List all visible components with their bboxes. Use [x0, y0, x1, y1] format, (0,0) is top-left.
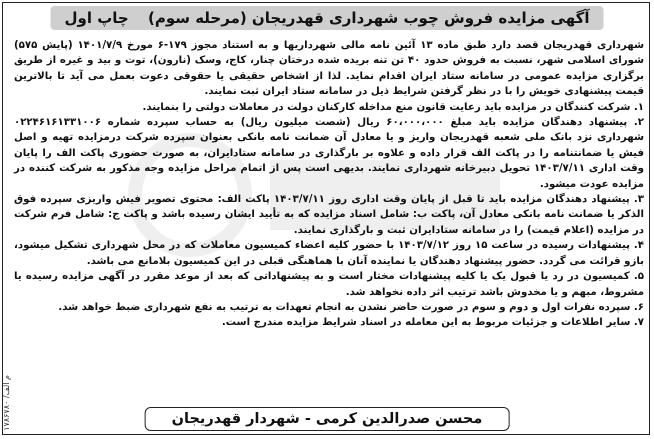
intro-paragraph	[14, 38, 644, 100]
condition-item-6: ۶. سپرده نفرات اول و دوم و سوم در صورت حاضر نشدن به انجام تعهدات به ترتیب به نفع شهرداری ضبط خواهد شد.	[58, 301, 644, 313]
condition-item-2: ۲. پیشنهاد دهندگان مزایده باید مبلغ ۶۰،۰۰۰،۰۰۰ ریال (شصت میلیون ریال) به حساب سپرده شماره ۰۲۲۴۶۱۶۱۳۳۱۰۰۶ شهرداری نزد بانک ملی شعبه قهدریجان واریز و یا معادل آن ضمانت نامه بانکی بعنوان سپرده شرکت درمزایده تهیه و اصل فیش یا ضمانتنامه را در پاکت الف قرار داده و علاوه بر بارگذاری در سامانه ستادایران، به صورت حضوری پاکت الف را پایان وقت اداری ۱۴۰۳/۷/۱۱ تحویل دبیرخانه شهرداری نمایند. بدیهی است پس از اتمام مراحل مزایده وجه مذکور به شرکت کننده در مزایده عودت میشود.	[14, 117, 644, 190]
publication-code: م الف/ ۱۷۸۶۷۸۰	[2, 375, 11, 431]
condition-item-3: ۳. پیشنهاد دهندگان مزایده باید تا قبل از پایان وقت اداری روز ۱۴۰۳/۷/۱۱ پاکت الف: محتوی تصویر فیش واریزی سپرده فوق الذکر یا ضمانت نامه بانکی معادل آن، پاکت ب: شامل اسناد مزایده که به تأیید ایشان رسیده باشد و پاکت ج: شامل فرم شرکت در مزایده (اعلام قیمت) را در سامانه ستادایران ثبت و بارگذاری نمایند.	[14, 194, 644, 236]
intro-lead: شهرداری قهدریجان	[543, 40, 645, 51]
condition-item-7: ۷. سایر اطلاعات و جزئیات مربوط به این معامله در اسناد شرایط مزایده مندرج است.	[221, 317, 644, 329]
signature-text: محسن صدرالدین کرمی - شهردار قهدریجان	[171, 411, 483, 427]
notice-body	[14, 38, 644, 331]
notice-title-text: آگهی مزایده فروش چوب شهرداری قهدریجان (مرحله سوم)	[147, 9, 590, 27]
condition-item-5: ۵. کمیسیون در رد یا قبول یک یا کلیه پیشنهادات مختار است و به پیشنهاداتی که بعد از موعد مقرر در آگهی مزایده رسیده یا مشروط، مبهم و یا مخدوش باشد ترتیب اثر داده نخواهد شد.	[14, 271, 644, 298]
condition-item-1: ۱. شرکت کنندگان در مزایده باید رعایت قانون منع مداخله کارکنان دولت در معاملات دولتی را بنمایند.	[142, 101, 644, 113]
intro-text: قصد دارد طبق ماده ۱۳ آئین نامه مالی شهرداریها و به استناد مجوز ۱۷۹-۶ مورخ ۱۴۰۱/۷/۹ (پایش ۵۷۵) شورای اسلامی شهر، نسبت به فروش حدود ۴۰ تن تنه بریده شده درختان چنار، کاج، وسک (نارون)، توت و بید و غیره از طریق برگزاری مزایده عمومی در سامانه ستاد ایران اقدام نماید. لذا از اشخاص حقیقی یا حقوقی دعوت بعمل می آید تا بالاترین قیمت پیشنهادی خویش را با در نظر گرفتن شرایط ذیل در سامانه ستاد ایران ثبت نمایند.	[14, 40, 644, 98]
print-edition-label: چاپ اول	[64, 9, 129, 27]
signature-box	[145, 407, 510, 431]
notice-title	[51, 6, 604, 30]
condition-item-4: ۴. پیشنهادات رسیده در ساعت ۱۵ روز ۱۴۰۳/۷/۱۲ با حضور کلیه اعضاء کمیسیون معاملات که در محل شهرداری تشکیل میشود، بازو قرائت می گردد. حضور پیشنهاد دهندگان یا نماینده آنان با هماهنگی قبلی در این کمیسیون بلامانع می باشد.	[14, 240, 644, 267]
